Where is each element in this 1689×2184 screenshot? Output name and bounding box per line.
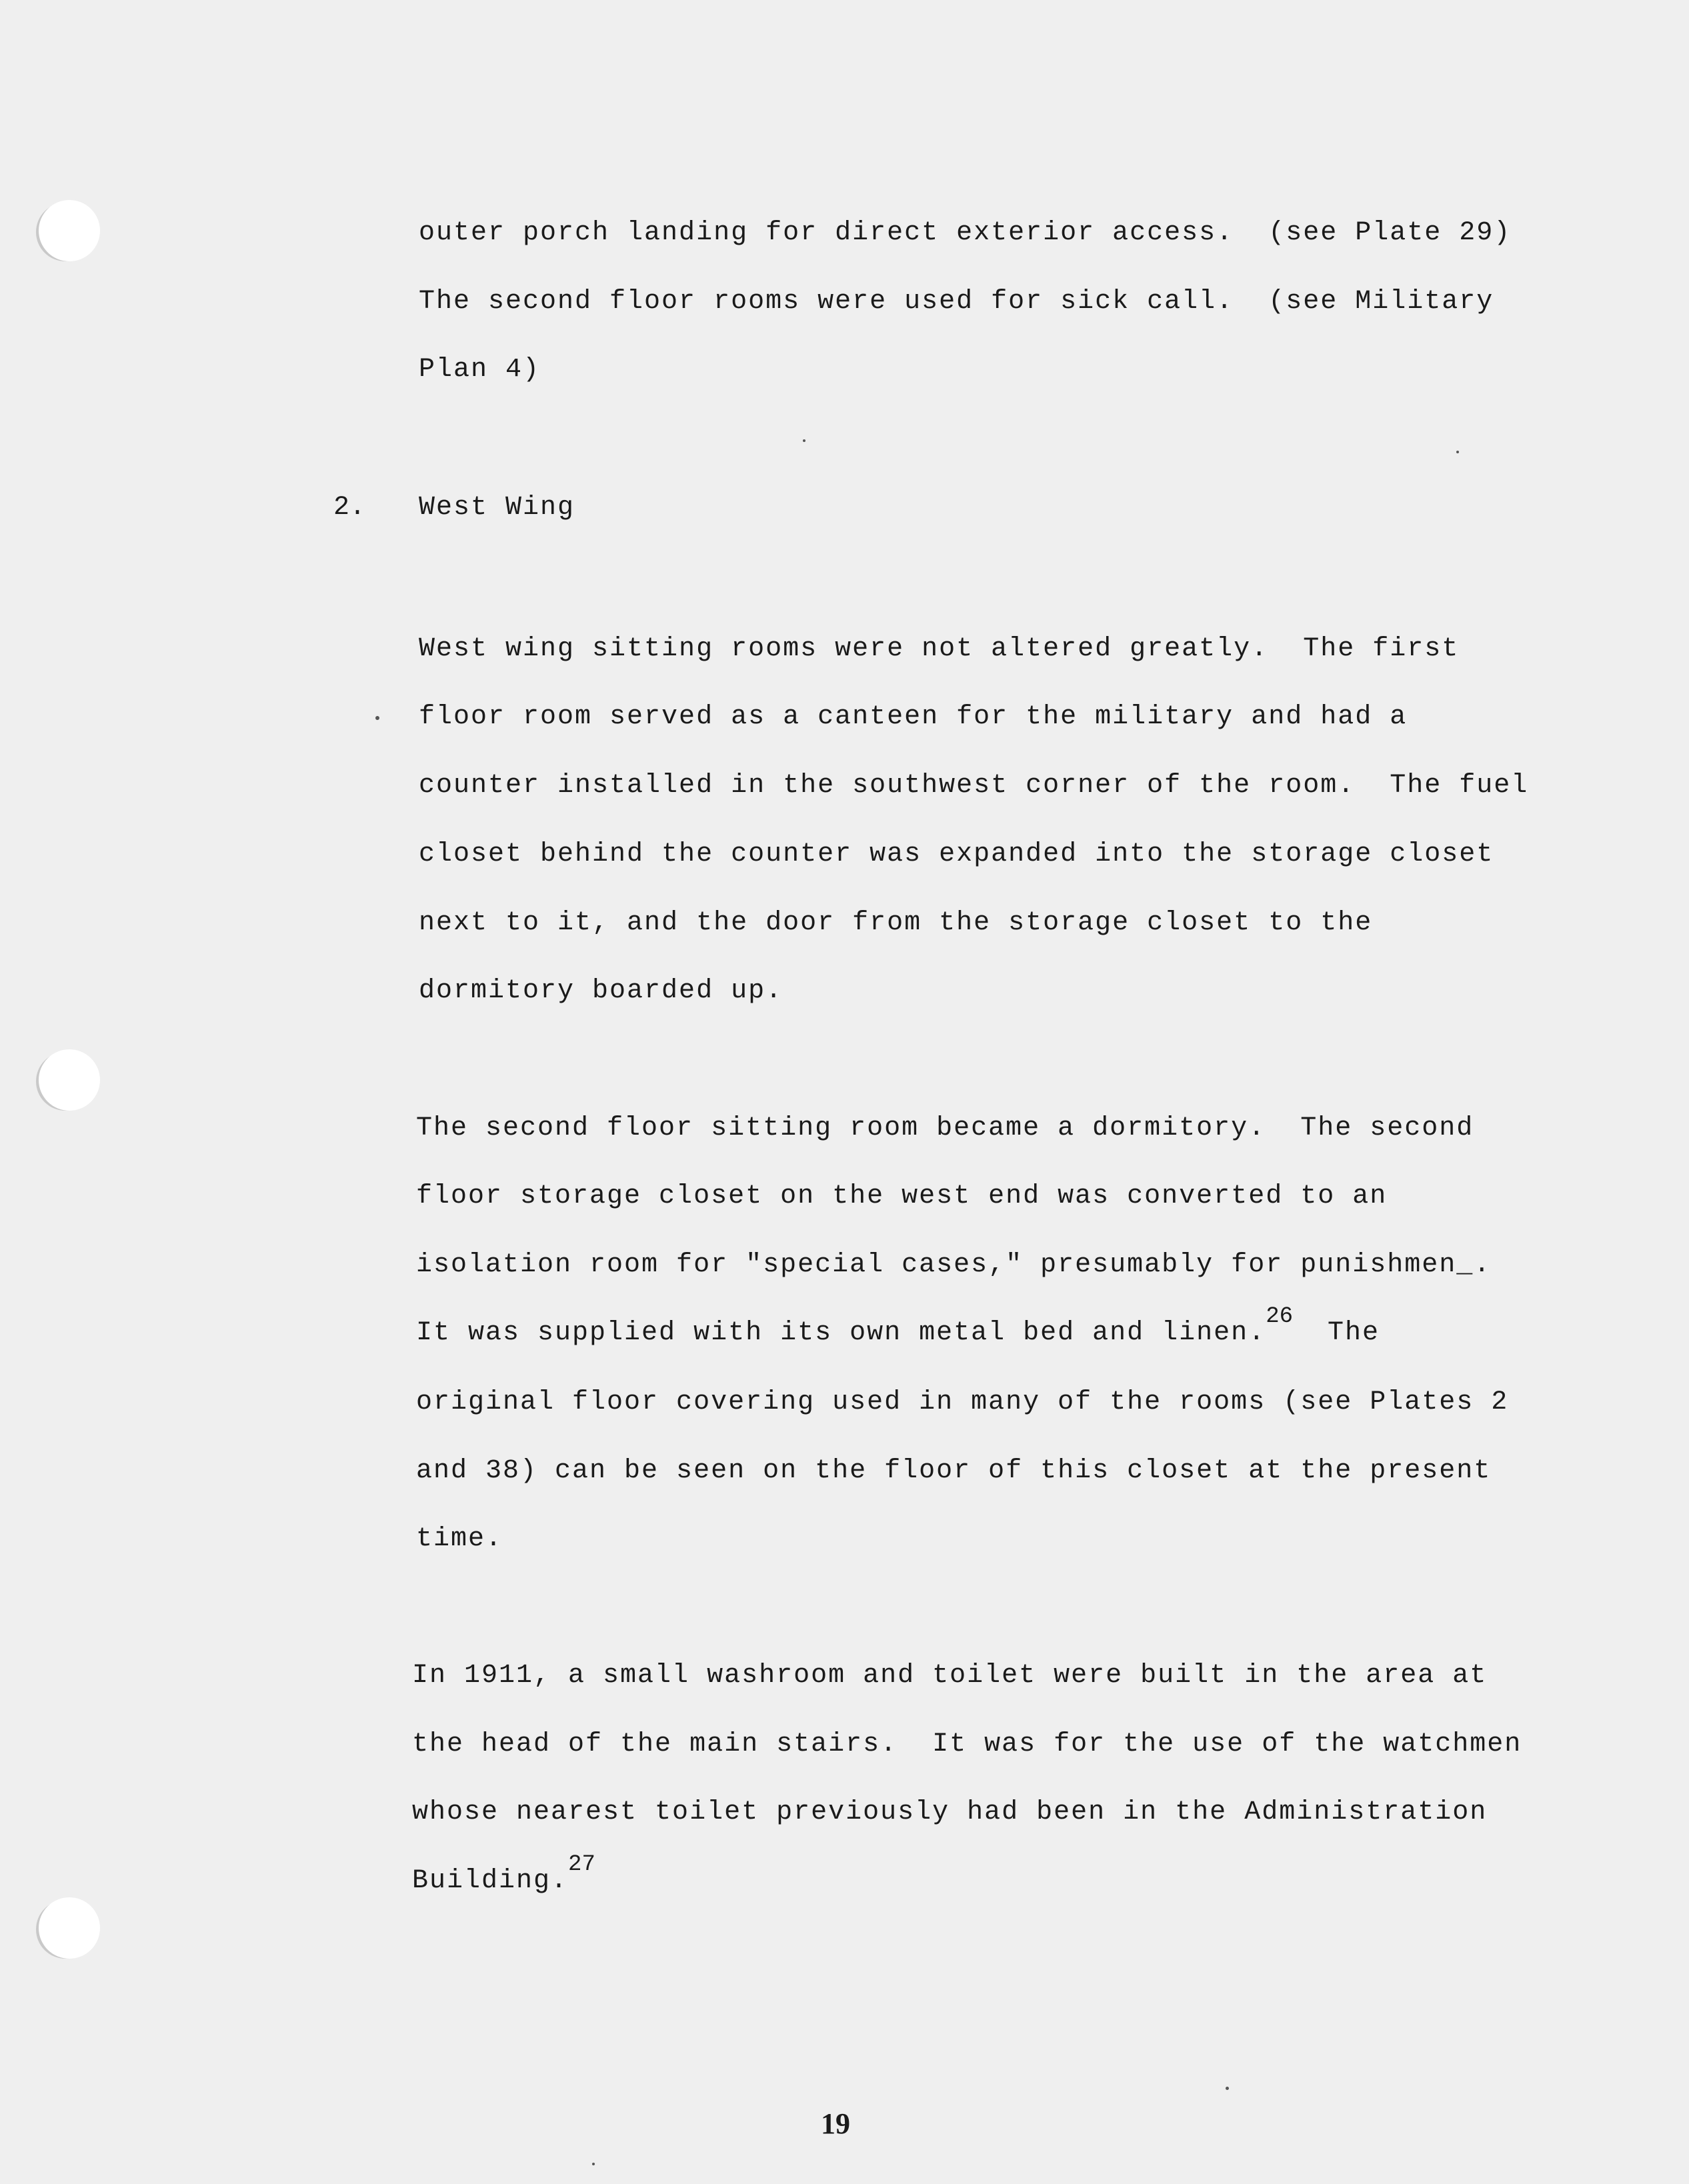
punch-hole-middle <box>39 1049 100 1111</box>
stray-mark <box>803 439 805 442</box>
text-fragment: Building. <box>412 1866 569 1896</box>
text-line: dormitory boarded up. <box>419 976 783 1006</box>
stray-mark <box>1456 451 1459 453</box>
page-number: 19 <box>821 2107 850 2140</box>
punch-hole-bottom <box>39 1897 100 1959</box>
text-line: floor storage closet on the west end was converted to an <box>416 1181 1388 1211</box>
text-line: time. <box>416 1524 503 1554</box>
text-line-with-footnote <box>416 1304 1380 1350</box>
stray-mark <box>1226 2087 1229 2090</box>
footnote-marker: 27 <box>568 1852 595 1877</box>
text-line-with-footnote <box>412 1852 595 1898</box>
punch-hole-top <box>39 200 100 261</box>
text-line: counter installed in the southwest corner of the room. The fuel <box>419 771 1529 801</box>
footnote-marker: 26 <box>1266 1304 1294 1329</box>
text-line: The second floor sitting room became a dormitory. The second <box>416 1113 1474 1143</box>
text-line: next to it, and the door from the storage closet to the <box>419 908 1373 938</box>
text-line: West wing sitting rooms were not altered greatly. The first <box>419 634 1460 664</box>
text-line: the head of the main stairs. It was for the use of the watchmen <box>412 1729 1522 1759</box>
text-line: In 1911, a small washroom and toilet were built in the area at <box>412 1661 1488 1691</box>
text-line: isolation room for "special cases," presumably for punishmen_. <box>416 1250 1492 1280</box>
stray-mark <box>592 2163 595 2165</box>
text-line: floor room served as a canteen for the military and had a <box>419 702 1408 732</box>
section-heading: West Wing <box>419 493 575 523</box>
text-fragment: The <box>1328 1318 1380 1348</box>
text-line: The second floor rooms were used for sick call. (see Military <box>419 287 1494 317</box>
text-line: whose nearest toilet previously had been in the Administration <box>412 1797 1488 1827</box>
text-line: Plan 4) <box>419 355 541 385</box>
stray-mark <box>375 716 379 720</box>
text-line: original floor covering used in many of the rooms (see Plates 2 <box>416 1387 1509 1417</box>
section-number: 2. <box>333 493 366 523</box>
text-fragment: It was supplied with its own metal bed and linen. <box>416 1318 1266 1348</box>
text-line: outer porch landing for direct exterior access. (see Plate 29) <box>419 218 1512 248</box>
text-line: closet behind the counter was expanded into the storage closet <box>419 839 1494 869</box>
text-line: and 38) can be seen on the floor of this closet at the present <box>416 1456 1492 1486</box>
